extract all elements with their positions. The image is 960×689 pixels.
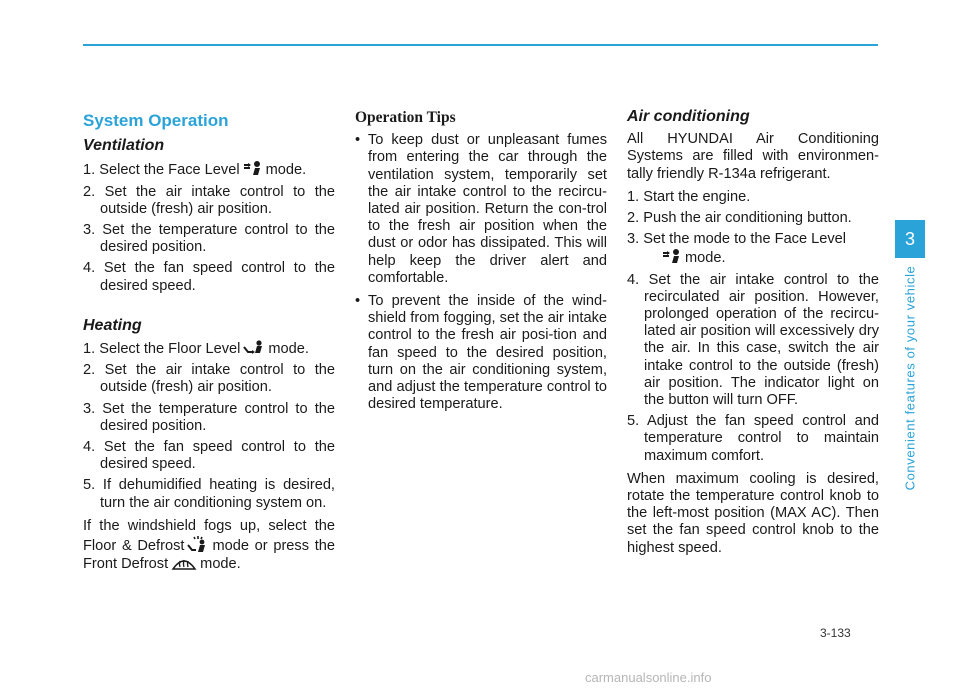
heating-heading: Heating [83,316,142,334]
ventilation-steps [83,160,335,294]
face-level-mode-icon [243,160,263,177]
ac-intro: All HYUNDAI Air Conditioning Systems are filled with environmen-tally friendly R-134a refrigerant. [627,131,879,182]
heating-step-1: 1. Select the Floor Level mode. [83,341,309,358]
column-system-operation [83,108,335,579]
ventilation-heading: Ventilation [83,137,165,155]
page-number: 3-133 [820,626,851,640]
ventilation-step: 3. Set the temperature control to the desired position. [83,222,335,256]
floor-level-mode-icon [243,340,265,356]
tip-item: • To prevent the inside of the wind-shield from fogging, set the air intake control to the fresh air posi-tion and fan speed to the desired position, turn on the air conditioning system, and adjust the temperature control to desired temperature. [355,293,608,413]
ac-step: 4. Set the air intake control to the recirculated air position. However, prolonged operation of the recircu-lated air position will excessively dry the air. In this case, switch the air intake control to the outside (fresh) air position. The indicator light on the button will turn OFF. [627,271,879,409]
section-title: System Operation [83,111,229,130]
header-rule [83,44,878,46]
ventilation-step-1: 1. Select the Face Level mode. [83,162,307,179]
ac-step: 2. Push the air conditioning button. [627,210,852,227]
tips-list [355,132,607,413]
ventilation-step: 4. Set the fan speed control to the desired speed. [83,260,335,294]
ac-step: 5. Adjust the fan speed control and temperature control to maintain maximum comfort. [627,413,879,464]
column-operation-tips [355,108,607,419]
floor-defrost-mode-icon [187,535,209,553]
bullet: • [355,293,361,310]
heating-steps [83,340,335,512]
heating-step: 5. If dehumidified heating is desired, turn the air conditioning system on. [83,477,335,511]
ac-step-3: 3. Set the mode to the Face Level mode. [627,231,847,267]
heating-step: 4. Set the fan speed control to the desired speed. [83,439,335,473]
face-level-mode-icon [662,248,682,265]
ac-closing: When maximum cooling is desired, rotate the temperature control knob to the left-most position (MAX AC). Then set the fan speed control knob to the highest speed. [627,470,879,556]
operation-tips-heading: Operation Tips [355,109,456,126]
air-conditioning-heading: Air conditioning [627,108,750,125]
bullet: • [355,132,361,149]
chapter-title: Convenient features of your vehicle [902,265,918,491]
column-air-conditioning [627,108,879,563]
chapter-tab: 3 [895,220,925,258]
heating-step: 3. Set the temperature control to the desired position. [83,400,335,434]
ventilation-step: 2. Set the air intake control to the outside (fresh) air position. [83,183,335,217]
heating-step: 2. Set the air intake control to the outside (fresh) air position. [83,362,335,396]
ac-steps [627,189,879,465]
defrost-note: If the windshield fogs up, select the Floor & Defrost mode or press the Front Defrost mode. [83,517,335,573]
front-defrost-icon [171,555,197,571]
tip-item: • To keep dust or unpleasant fumes from entering the car through the ventilation system, temporarily set the air intake control to the recircu-lated air position. Return the con-trol to the fresh air position when the dust or odor has dissipated. This will help keep the driver alert and comfortable. [355,132,608,286]
ac-step: 1. Start the engine. [627,188,751,205]
watermark: carmanualsonline.info [585,670,712,685]
